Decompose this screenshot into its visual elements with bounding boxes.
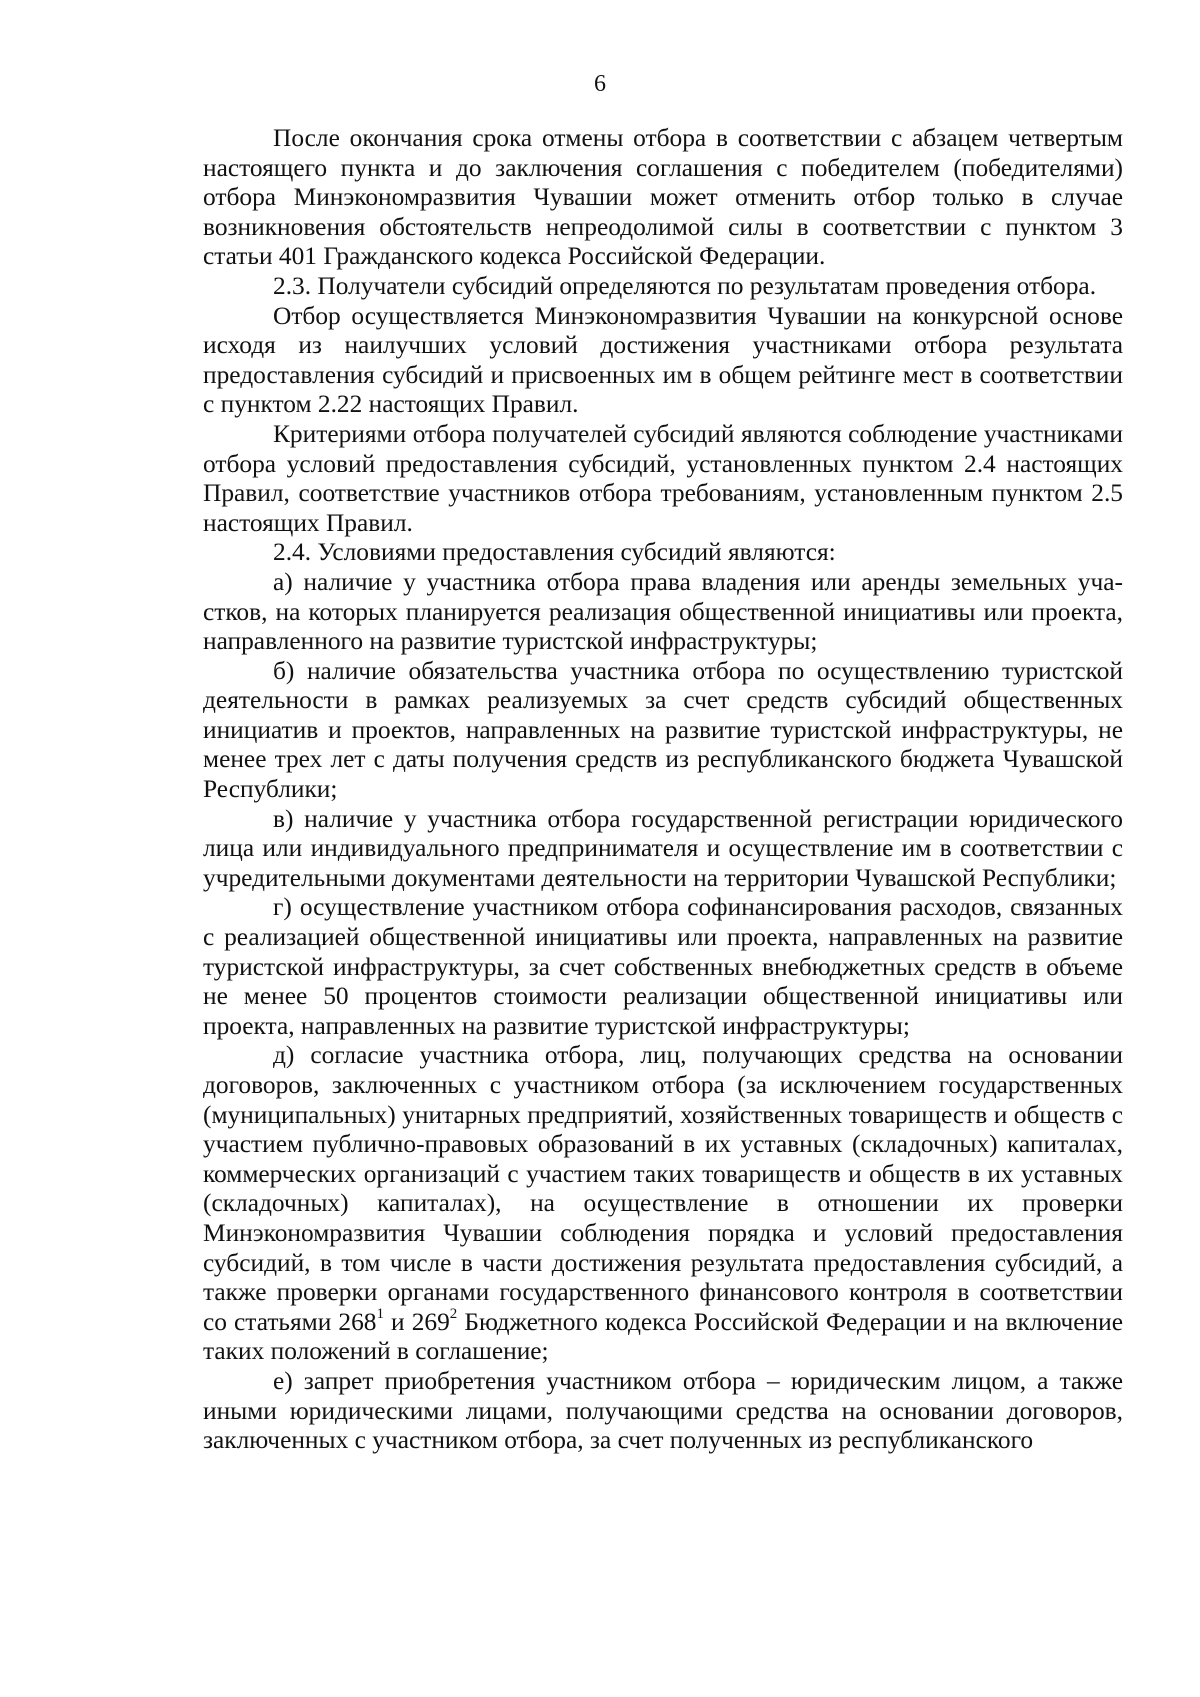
- item-d-text-2: и 269: [383, 1307, 450, 1336]
- footnote-superscript-2: 2: [449, 1306, 458, 1323]
- paragraph-cancellation: После окончания срока отмены отбора в соответствии с абзацем четвертым настоящего пункта и до заключения соглашения с победителем (победителями) отбора Минэкономразвития Чувашии может отменить отбор только в случае возникновения обстоятельств непреодолимой силы в соответствии с пунктом 3 статьи 401 Гражданского кодекса Российской Федерации.: [203, 124, 1123, 271]
- paragraph-item-g: г) осуществление участником отбора софинансирования расходов, связанных с реализацией общественной инициативы или проекта, направленных на развитие туристской инфраструктуры, за счет собственных внебюджетных средств в объеме не менее 50 процентов стоимости реализации общественной инициативы или проекта, направленных на развитие туристской инфраструктуры;: [203, 893, 1123, 1040]
- paragraph-item-d: [203, 1041, 1123, 1367]
- paragraph-selection-basis: Отбор осуществляется Минэкономразвития Чувашии на конкурсной основе исходя из наилучших условий достижения участниками отбора результата предоставления субсидий и присвоенных им в общем рейтинге мест в соответствии с пунктом 2.22 настоящих Правил.: [203, 301, 1123, 419]
- paragraph-item-a: а) наличие у участника отбора права владения или аренды земельных участков, на которых планируется реализация общественной инициативы или проекта, направленного на развитие туристской инфраструктуры;: [203, 567, 1123, 656]
- item-d-text-3: Бюджетного кодекса Российской Федерации и на включение таких положений в соглашение;: [203, 1307, 1123, 1366]
- page-number: 6: [594, 71, 606, 97]
- paragraph-2-4: 2.4. Условиями предоставления субсидий являются:: [273, 538, 836, 567]
- paragraph-2-3: 2.3. Получатели субсидий определяются по результатам проведения отбора.: [273, 271, 1097, 300]
- document-body: [203, 124, 1123, 1456]
- paragraph-item-e: е) запрет приобретения участником отбора – юридическим лицом, а также иными юридическими лицами, получающими средства на основании договоров, заключенных с участником отбора, за счет полученных из республиканского: [203, 1366, 1123, 1455]
- paragraph-criteria: Критериями отбора получателей субсидий являются соблюдение участниками отбора условий предоставления субсидий, установленных пунктом 2.4 настоящих Правил, соответствие участников отбора требованиям, установленным пунктом 2.5 настоящих Правил.: [203, 419, 1123, 537]
- footnote-superscript-1: 1: [376, 1306, 384, 1323]
- paragraph-item-v: в) наличие у участника отбора государственной регистрации юридического лица или индивидуального предпринимателя и осуществление им в соответствии с учредительными документами деятельности на территории Чувашской Республики;: [203, 804, 1123, 892]
- item-d-text-1: д) согласие участника отбора, лиц, получающих средства на основании договоров, заключенных с участником отбора (за исключением государственных (муниципальных) унитарных предприятий, хозяйственных товариществ и обществ с участием публично-правовых образований в их уставных (складочных) капиталах, коммерческих организаций с участием таких товариществ и обществ в их уставных (складочных) капиталах), на осуществление в отношении их проверки Минэкономразвития Чувашии соблюдения порядка и условий предоставления субсидий, в том числе в части достижения результата предоставления субсидий, а также проверки органами государственного финансового контроля в соответствии со статьями 268: [203, 1041, 1123, 1336]
- paragraph-item-b: б) наличие обязательства участника отбора по осуществлению туристской деятельности в рамках реализуемых за счет средств субсидий общественных инициатив и проектов, направленных на развитие туристской инфраструктуры, не менее трех лет с даты получения средств из республиканского бюджета Чувашской Республики;: [203, 656, 1123, 804]
